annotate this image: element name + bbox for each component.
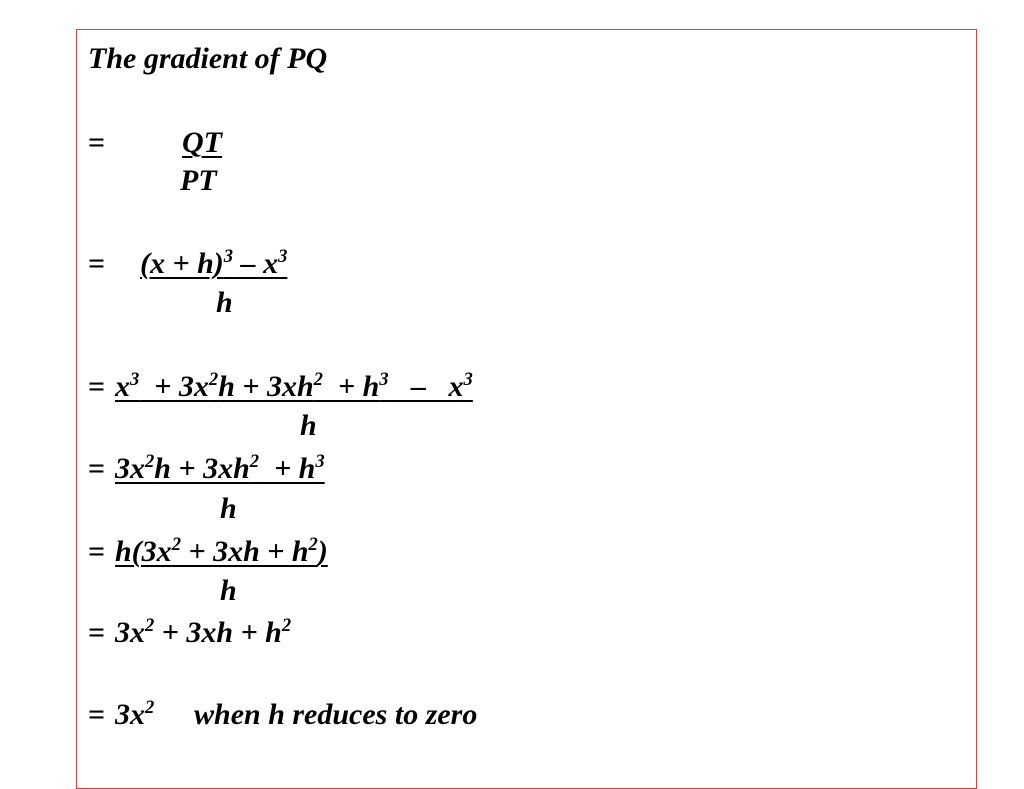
step7-result: $3x^2$ [115,697,155,731]
step4-denominator: h [220,492,237,525]
slide-title: The gradient of PQ [88,42,328,75]
step4-numerator: $3x^2h + 3xh^2 + h^3$ [115,451,325,485]
step2-numerator: $(x + h)^3 - x^3$ [140,246,288,280]
step7-equals: = [88,698,106,731]
step3-denominator: h [300,409,317,442]
step1-denominator: PT [180,164,217,197]
step3-numerator: $x^3 + 3x^2h + 3xh^2 + h^3 - x^3$ [115,369,473,403]
step1-equals: = [88,126,106,159]
step7-note: when h reduces to zero [194,698,478,731]
step2-equals: = [88,247,106,280]
step2-denominator: h [216,286,233,319]
step6-expression: $3x^2 + 3xh + h^2$ [115,615,292,649]
step3-equals: = [88,370,106,403]
step4-equals: = [88,452,106,485]
step5-numerator: $h(3x^2 + 3xh + h^2)$ [115,534,328,568]
step6-equals: = [88,616,106,649]
step5-denominator: h [220,574,237,607]
step1-numerator: QT [182,126,222,159]
step5-equals: = [88,535,106,568]
